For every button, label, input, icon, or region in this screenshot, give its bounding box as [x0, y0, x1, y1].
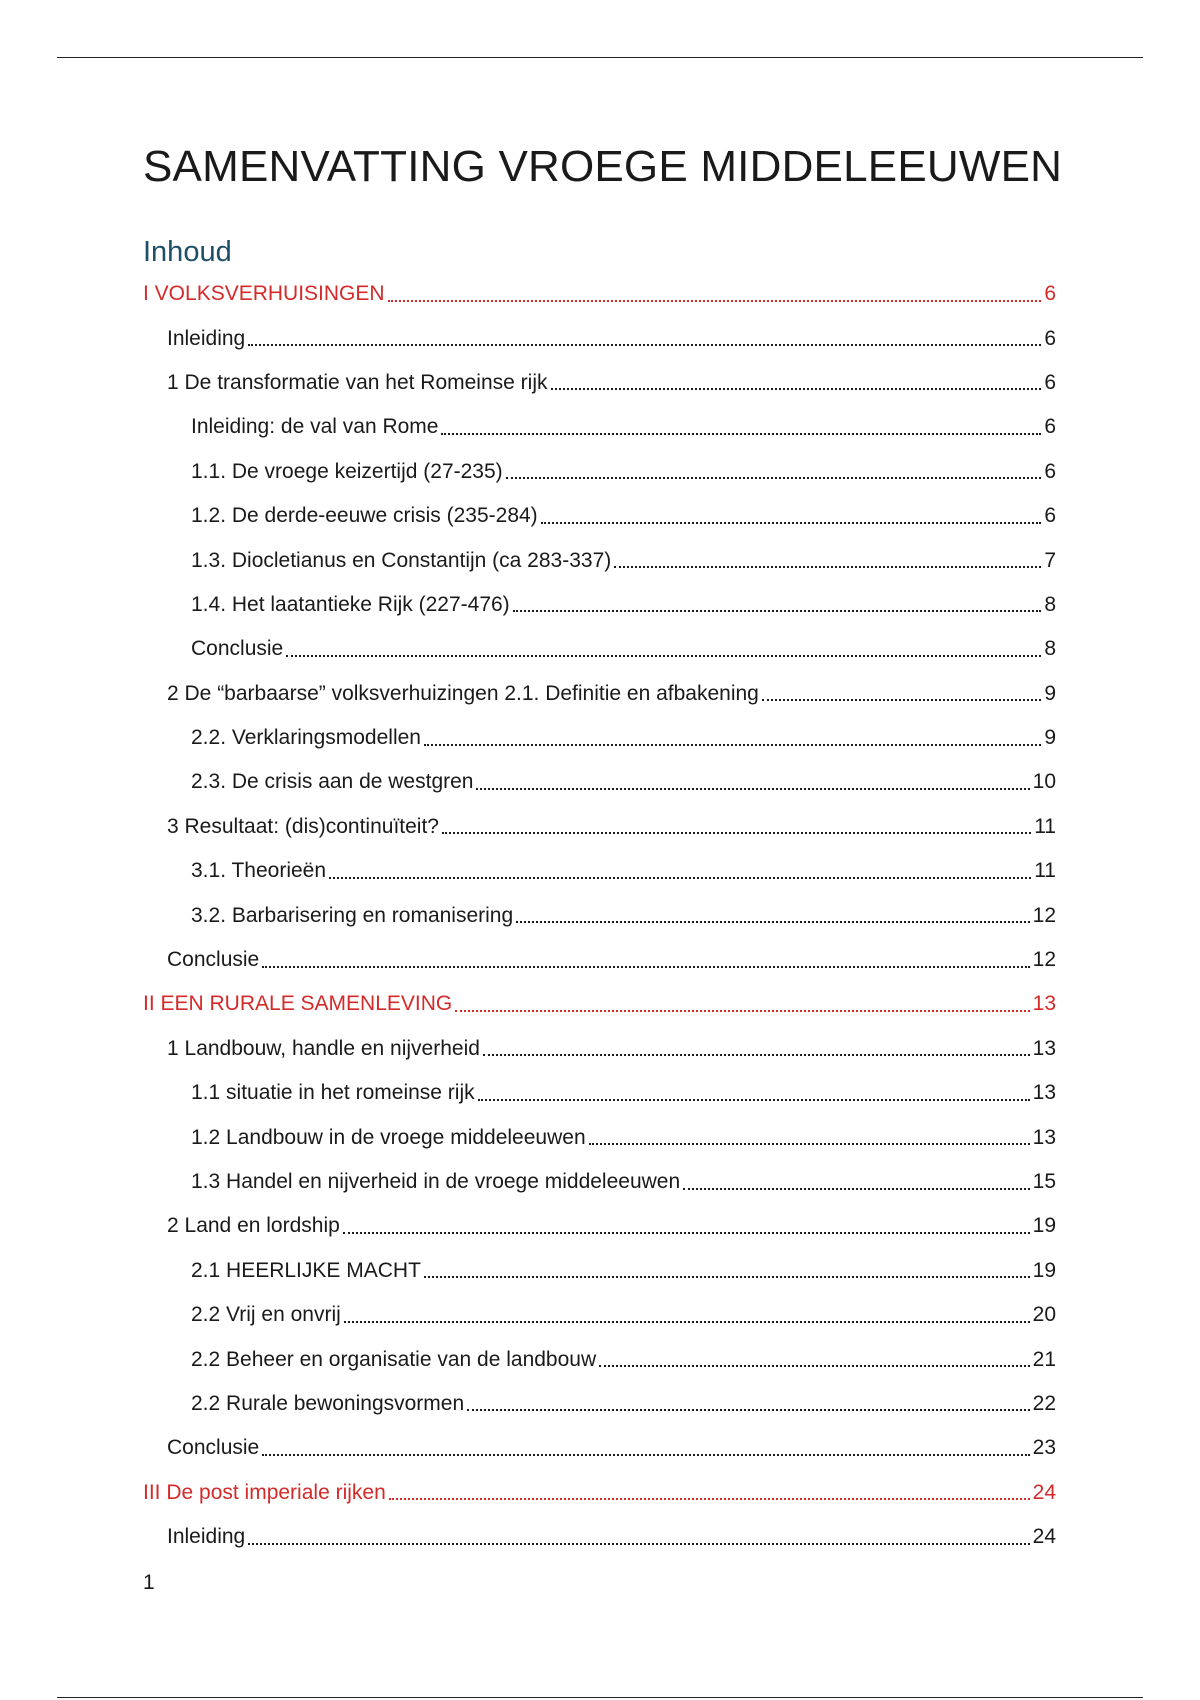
- toc-entry-label: 2.1 HEERLIJKE MACHT: [191, 1258, 421, 1282]
- toc-entry-page: 9: [1044, 726, 1056, 750]
- toc-entry-label: Inleiding: [167, 326, 246, 350]
- toc-dot-leader: [441, 432, 1041, 435]
- toc-dot-leader: [329, 876, 1031, 879]
- toc-entry-label: 2.2. Verklaringsmodellen: [191, 726, 421, 750]
- toc-entry-label: 2 De “barbaarse” volksverhuizingen 2.1. Definitie en afbakening: [167, 681, 759, 705]
- toc-dot-leader: [262, 1453, 1029, 1456]
- header-rule: [57, 57, 1143, 58]
- toc-entry[interactable]: [143, 938, 1056, 982]
- toc-entry[interactable]: [143, 1204, 1056, 1248]
- toc-entry-label: 2.3. De crisis aan de westgren: [191, 770, 474, 794]
- toc-entry[interactable]: [143, 1160, 1056, 1204]
- toc-entry[interactable]: [143, 716, 1056, 760]
- toc-entry-label: Conclusie: [167, 948, 260, 972]
- toc-entry-page: 6: [1044, 504, 1056, 528]
- toc-entry-label: Inleiding: de val van Rome: [191, 415, 439, 439]
- toc-entry-label: 1.3. Diocletianus en Constantijn (ca 283-337): [191, 548, 612, 572]
- toc-dot-leader: [541, 521, 1042, 524]
- toc-entry[interactable]: [143, 583, 1056, 627]
- toc-heading: Inhoud: [143, 236, 232, 268]
- toc-entry-page: 8: [1044, 637, 1056, 661]
- toc-entry[interactable]: [143, 760, 1056, 804]
- toc-dot-leader: [589, 1142, 1030, 1145]
- toc-dot-leader: [248, 343, 1041, 346]
- toc-entry-page: 8: [1044, 592, 1056, 616]
- toc-entry-label: 2.2 Beheer en organisatie van de landbouw: [191, 1347, 597, 1371]
- toc-dot-leader: [343, 1231, 1030, 1234]
- table-of-contents: [143, 272, 1056, 1559]
- toc-dot-leader: [762, 698, 1041, 701]
- toc-entry-page: 6: [1044, 459, 1056, 483]
- toc-dot-leader: [516, 920, 1029, 923]
- toc-dot-leader: [389, 1497, 1030, 1500]
- toc-chapter-entry[interactable]: [143, 272, 1056, 316]
- toc-dot-leader: [424, 1275, 1030, 1278]
- toc-entry-page: 6: [1044, 326, 1056, 350]
- toc-dot-leader: [424, 743, 1041, 746]
- toc-entry[interactable]: [143, 1382, 1056, 1426]
- toc-entry-page: 19: [1032, 1258, 1056, 1282]
- toc-entry-page: 21: [1032, 1347, 1056, 1371]
- document-title: SAMENVATTING VROEGE MIDDELEEUWEN: [143, 142, 1063, 191]
- toc-dot-leader: [478, 1098, 1030, 1101]
- toc-entry[interactable]: [143, 361, 1056, 405]
- toc-entry-page: 6: [1044, 370, 1056, 394]
- toc-dot-leader: [476, 787, 1029, 790]
- toc-entry[interactable]: [143, 893, 1056, 937]
- toc-entry-label: 1 Landbouw, handle en nijverheid: [167, 1036, 480, 1060]
- toc-dot-leader: [455, 1009, 1029, 1012]
- toc-entry-page: 11: [1034, 814, 1056, 838]
- toc-dot-leader: [551, 387, 1042, 390]
- toc-entry[interactable]: [143, 1249, 1056, 1293]
- toc-entry-label: 1.1 situatie in het romeinse rijk: [191, 1081, 475, 1105]
- toc-entry[interactable]: [143, 538, 1056, 582]
- toc-entry-page: 6: [1044, 415, 1056, 439]
- toc-entry-page: 19: [1032, 1214, 1056, 1238]
- toc-dot-leader: [344, 1320, 1030, 1323]
- toc-dot-leader: [262, 965, 1029, 968]
- toc-entry[interactable]: [143, 805, 1056, 849]
- toc-entry-label: Conclusie: [191, 637, 284, 661]
- toc-entry-label: Conclusie: [167, 1436, 260, 1460]
- toc-entry-page: 12: [1032, 948, 1056, 972]
- toc-entry[interactable]: [143, 405, 1056, 449]
- toc-entry-page: 6: [1044, 282, 1056, 306]
- toc-entry-label: Inleiding: [167, 1525, 246, 1549]
- toc-entry[interactable]: [143, 1293, 1056, 1337]
- toc-dot-leader: [599, 1364, 1030, 1367]
- footer-rule: [57, 1697, 1143, 1698]
- toc-entry-page: 20: [1032, 1303, 1056, 1327]
- toc-entry[interactable]: [143, 1071, 1056, 1115]
- toc-dot-leader: [614, 565, 1041, 568]
- toc-entry-page: 12: [1032, 903, 1056, 927]
- toc-entry-label: I VOLKSVERHUISINGEN: [143, 282, 385, 306]
- toc-chapter-entry[interactable]: [143, 1471, 1056, 1515]
- toc-entry-page: 13: [1032, 1081, 1056, 1105]
- toc-entry-label: 3 Resultaat: (dis)continuïteit?: [167, 814, 439, 838]
- toc-entry-page: 22: [1032, 1391, 1056, 1415]
- toc-entry-label: 2.2 Rurale bewoningsvormen: [191, 1391, 465, 1415]
- toc-dot-leader: [513, 609, 1042, 612]
- toc-entry-label: 1.2. De derde-eeuwe crisis (235-284): [191, 504, 538, 528]
- toc-dot-leader: [248, 1542, 1029, 1545]
- toc-dot-leader: [467, 1408, 1029, 1411]
- toc-entry[interactable]: [143, 672, 1056, 716]
- toc-entry-label: III De post imperiale rijken: [143, 1480, 386, 1504]
- toc-entry[interactable]: [143, 849, 1056, 893]
- toc-entry-page: 13: [1032, 1125, 1056, 1149]
- toc-dot-leader: [286, 654, 1041, 657]
- toc-entry-page: 7: [1044, 548, 1056, 572]
- toc-entry-page: 11: [1034, 859, 1056, 883]
- toc-entry[interactable]: [143, 494, 1056, 538]
- toc-entry-label: 3.2. Barbarisering en romanisering: [191, 903, 514, 927]
- toc-entry[interactable]: [143, 1337, 1056, 1381]
- toc-entry-label: 3.1. Theorieën: [191, 859, 327, 883]
- toc-entry[interactable]: [143, 450, 1056, 494]
- toc-chapter-entry[interactable]: [143, 982, 1056, 1026]
- toc-dot-leader: [483, 1053, 1030, 1056]
- toc-entry[interactable]: [143, 1515, 1056, 1559]
- toc-entry-page: 23: [1032, 1436, 1056, 1460]
- toc-entry-label: 2.2 Vrij en onvrij: [191, 1303, 341, 1327]
- toc-entry[interactable]: [143, 627, 1056, 671]
- toc-entry-page: 24: [1032, 1525, 1056, 1549]
- toc-dot-leader: [442, 831, 1031, 834]
- toc-entry-page: 13: [1032, 992, 1056, 1016]
- toc-entry[interactable]: [143, 316, 1056, 360]
- page-number: 1: [143, 1571, 155, 1594]
- toc-dot-leader: [506, 476, 1042, 479]
- toc-entry-page: 24: [1032, 1480, 1056, 1504]
- toc-entry[interactable]: [143, 1027, 1056, 1071]
- toc-entry-page: 10: [1032, 770, 1056, 794]
- toc-dot-leader: [388, 299, 1042, 302]
- toc-entry-label: 1.4. Het laatantieke Rijk (227-476): [191, 592, 510, 616]
- toc-entry-label: 1 De transformatie van het Romeinse rijk: [167, 370, 548, 394]
- toc-entry[interactable]: [143, 1115, 1056, 1159]
- toc-entry-label: 2 Land en lordship: [167, 1214, 340, 1238]
- toc-entry[interactable]: [143, 1426, 1056, 1470]
- toc-entry-label: 1.2 Landbouw in de vroege middeleeuwen: [191, 1125, 586, 1149]
- toc-entry-page: 15: [1032, 1170, 1056, 1193]
- toc-dot-leader: [683, 1187, 1029, 1190]
- toc-entry-page: 13: [1032, 1036, 1056, 1060]
- toc-entry-label: II EEN RURALE SAMENLEVING: [143, 992, 453, 1016]
- toc-entry-label: 1.1. De vroege keizertijd (27-235): [191, 459, 503, 483]
- toc-entry-page: 9: [1044, 681, 1056, 705]
- toc-entry-label: 1.3 Handel en nijverheid in de vroege middeleeuwen: [191, 1170, 681, 1193]
